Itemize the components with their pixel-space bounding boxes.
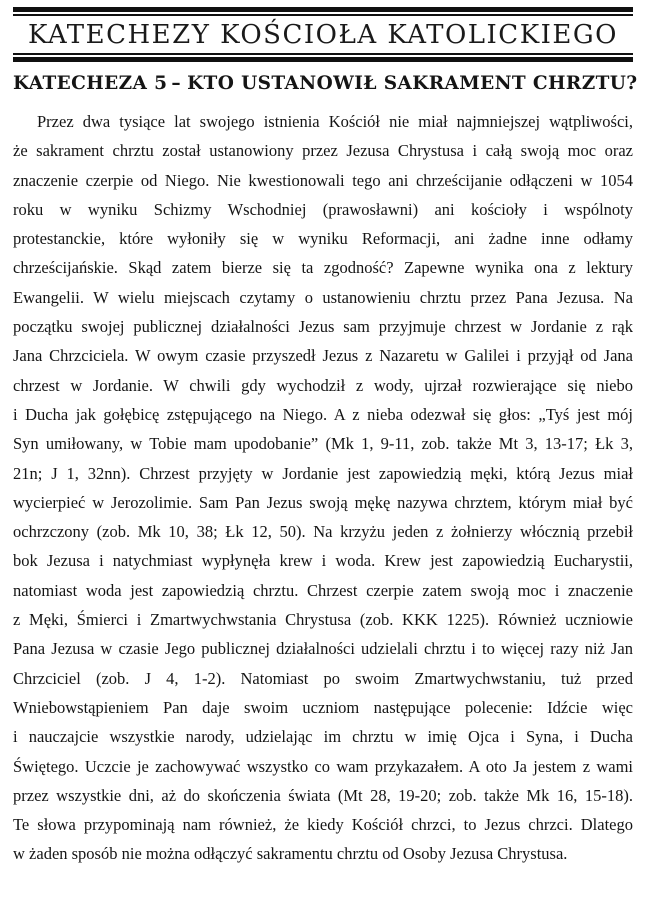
body-line: i Ducha jak gołębicę zstępującego na Niego. A z nieba odezwał się głos: „Tyś jest mój bbox=[13, 404, 633, 424]
body-line: bok Jezusa i natychmiast wypłynęła krew i woda. Krew jest zapowiedzią Eucharystii, bbox=[13, 551, 633, 571]
body-line: Świętego. Uczcie je zachowywać wszystko co wam przykazałem. A oto Ja jestem z wami bbox=[13, 756, 633, 776]
body-line: Chrzciciel (zob. J 4, 1-2). Natomiast po swoim Zmartwychwstaniu, tuż przed bbox=[13, 668, 633, 688]
masthead bbox=[13, 7, 633, 62]
body-line: Wniebowstąpieniem Pan daje swoim uczniom następujące polecenie: Idźcie więc bbox=[13, 697, 633, 717]
section-heading-dash: – bbox=[171, 73, 182, 94]
body-line: roku w wyniku Schizmy Wschodniej (prawosławni) ani kościoły i wspólnoty bbox=[13, 199, 633, 219]
body-line: Ewangelii. W wielu miejscach czytamy o ustanowieniu chrztu przez Pana Jezusa. Na bbox=[13, 287, 633, 307]
body-line: 21n; J 1, 32nn). Chrzest przyjęty w Jordanie jest zapowiedzią męki, którą Jezus miał bbox=[13, 463, 633, 483]
masthead-rule-bottom-thick bbox=[13, 57, 633, 62]
body-line: chrześcijańskie. Skąd zatem bierze się ta zgodność? Zapewne wynika ona z lektury bbox=[13, 258, 633, 278]
body-line: Syn umiłowany, w Tobie mam upodobanie” (Mk 1, 9-11, zob. także Mt 3, 13-17; Łk 3, bbox=[13, 434, 633, 454]
section-heading-number: KATECHEZA 5 bbox=[13, 73, 168, 94]
body-text bbox=[13, 107, 633, 869]
body-line: chrzest w Jordanie. W chwili gdy wychodził z wody, ujrzał rozwierające się niebo bbox=[13, 375, 633, 395]
body-line: Jana Chrzciciela. W owym czasie przyszedł Jezus z Nazaretu w Galilei i przyjął od Jana bbox=[13, 346, 633, 366]
body-line: z Męki, Śmierci i Zmartwychwstania Chrystusa (zob. KKK 1225). Również uczniowie bbox=[13, 610, 633, 630]
section-heading-subtitle: KTO USTANOWIŁ SAKRAMENT CHRZTU? bbox=[187, 73, 638, 94]
body-line: wycierpieć w Jerozolimie. Sam Pan Jezus swoją mękę nazywa chrztem, którym miał być bbox=[13, 492, 633, 512]
body-line: i nauczajcie wszystkie narody, udzielając im chrztu w imię Ojca i Syna, i Ducha bbox=[13, 727, 633, 747]
body-line: Pana Jezusa w czasie Jego publicznej działalności udzielali chrztu i to więcej razy niż Jan bbox=[13, 639, 633, 659]
body-line: znaczenie czerpie od Niego. Nie kwestionowali tego ani chrześcijanie odłączeni w 1054 bbox=[13, 170, 633, 190]
body-line: protestanckie, które wyłoniły się w wyniku Reformacji, ani żadne inne odłamy bbox=[13, 229, 633, 249]
section-heading bbox=[13, 72, 638, 95]
body-line: przez wszystkie dni, aż do skończenia świata (Mt 28, 19-20; zob. także Mk 16, 15-18). bbox=[13, 785, 633, 805]
body-line: w żaden sposób nie można odłączyć sakramentu chrztu od Osoby Jezusa Chrystusa. bbox=[13, 844, 568, 864]
body-line: ochrzczony (zob. Mk 10, 38; Łk 12, 50). Na krzyżu jeden z żołnierzy włócznią przebił bbox=[13, 522, 633, 542]
body-line: natomiast woda jest zapowiedzią chrztu. Chrzest czerpie zatem swoją moc i znaczenie bbox=[13, 580, 633, 600]
body-line: że sakrament chrztu został ustanowiony przez Jezusa Chrystusa i całą swoją moc oraz bbox=[13, 141, 633, 161]
body-line: Przez dwa tysiące lat swojego istnienia Kościół nie miał najmniejszej wątpliwości, bbox=[37, 112, 633, 131]
body-line: Te słowa przypominają nam również, że kiedy Kościół chrzci, to Jezus chrzci. Dlatego bbox=[13, 815, 633, 835]
body-line: początku swojej publicznej działalności Jezus sam przyjmuje chrzest w Jordanie z rąk bbox=[13, 317, 633, 337]
masthead-title: KATECHEZY KOŚCIOŁA KATOLICKIEGO bbox=[28, 20, 618, 50]
